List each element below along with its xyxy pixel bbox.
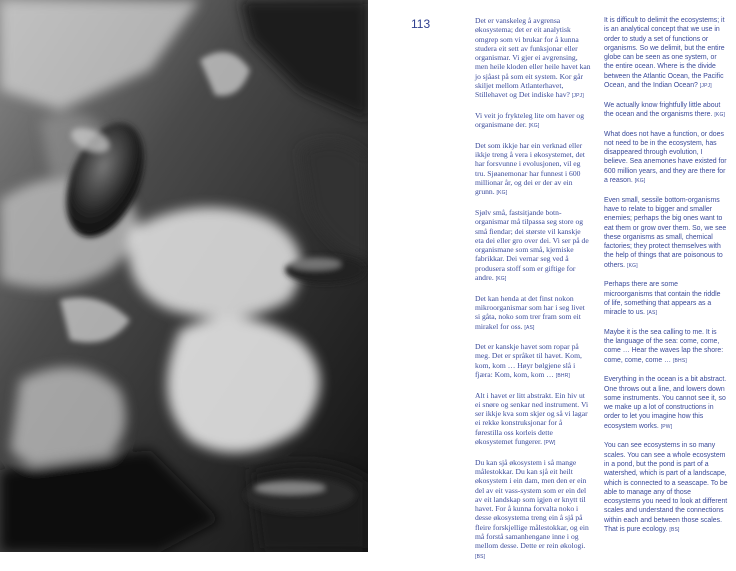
english-paragraph: Everything in the ocean is a bit abstract. One throws out a line, and lowers down some instruments. You cannot see it, so we make up a lot of constructions in order to let you imagine how this ecosystem works. [PW] xyxy=(604,376,727,430)
speaker-tag: [BHS] xyxy=(672,357,687,364)
speaker-tag: [KG] xyxy=(714,111,726,118)
speaker-tag: [PW] xyxy=(660,423,673,430)
norwegian-column xyxy=(475,16,591,571)
norwegian-paragraph: Det er vanskeleg å avgrensa økosystema; det er eit analytisk omgrep som vi brukar for å kunna studera eit sett av funksjonar eller organismar. Vi gjer ei avgrensing, men heile kloden eller heile havet kan jo sjåast på som eit system. Kor går skiljet mellom Atlanterhavet, Stillehavet og Det indiske hav? [JPJ] xyxy=(475,16,591,100)
underwater-photo-image xyxy=(0,0,368,552)
page-number: 113 xyxy=(411,17,431,31)
english-paragraph: You can see ecosystems in so many scales. You can see a whole ecosystem in a pond, but the pond is part of a watershed, which is part of a landscape, which is connected to a seascape. To be able to manage any of those ecosystems you need to look at different scales and understand the connections within each and between those scales. That is pure ecology. [BS] xyxy=(604,442,728,534)
speaker-tag: [JPJ] xyxy=(699,83,712,90)
speaker-tag: [BHR] xyxy=(555,372,571,379)
english-paragraph: Maybe it is the sea calling to me. It is the language of the sea: come, come, come … Hear the waves lap the shore: come, come, come … [BHS] xyxy=(604,328,724,364)
speaker-tag: [AS] xyxy=(646,310,658,317)
norwegian-paragraph: Du kan sjå økosystem i så mange målestokkar. Du kan sjå eit heilt økosystem i ein dam, men den er ein del av eit vass-system som er ein del av eit landskap som igjen er knytt til havet. For å kunna forvalta noko i desse økosystema treng ein å sjå på fleire forskjellige målestokkar, og ein må forstå samanhengane inne i og mellom desse. Dette er rein økologi. [BS] xyxy=(475,457,589,560)
english-paragraph: We actually know frightfully little about the ocean and the organisms there. [KG] xyxy=(604,101,726,118)
norwegian-paragraph: Vi veit jo frykteleg lite om haver og organismane der. [KG] xyxy=(475,110,584,130)
speaker-tag: [AS] xyxy=(524,324,535,331)
norwegian-paragraph: Det kan henda at det finst nokon mikroorganismar som har i seg livet si gåta, noko som trer fram som eit mirakel for oss. [AS] xyxy=(475,293,585,331)
speaker-tag: [BS] xyxy=(475,553,486,560)
speaker-tag: [KG] xyxy=(496,190,508,197)
english-paragraph: It is difficult to delimit the ecosystems; it is an analytical concept that we use in order to study a set of functions or organisms. So we delimit, but the entire globe can be seen as one system, or the entire ocean. Where is the divide between the Atlantic Ocean, the Pacific Ocean, and the Indian Ocean? [JPJ] xyxy=(604,17,725,90)
speaker-tag: [BS] xyxy=(669,527,680,534)
text-page xyxy=(368,0,736,560)
english-paragraph: Even small, sessile bottom-organisms have to relate to bigger and smaller enemies; perhaps the big ones want to eat them or grow over them. So, we see these organisms as small, chemical factories; they protect themselves with the help of things that are poisonous to others. [KG] xyxy=(604,196,727,269)
norwegian-paragraph: Sjølv små, fastsitjande botn-organismar må tilpassa seg store og små fiendar; dei største vil kanskje eta dei eller gro over dei. Vi ser på de organismane som små, kjemiske fabrikkar. Dei vernar seg ved å produsera stoff som er giftige for andre. [KG] xyxy=(475,207,589,283)
speaker-tag: [KG] xyxy=(634,178,646,185)
english-paragraph: What does not have a function, or does not need to be in the ecosystem, has disappeared through evolution, I believe. Sea anemones have existed for 600 million years, and they are there for a reason. [KG] xyxy=(604,130,727,185)
norwegian-paragraph: Det som ikkje har ein verknad eller ikkje treng å vera i økosystemet, det har forsvunne i evolusjonen, vil eg tru. Sjøanemonar har funnest i 600 millionar år, og dei er der av ein grunn. [KG] xyxy=(475,140,585,197)
speaker-tag: [JPJ] xyxy=(571,93,584,100)
norwegian-paragraph: Alt i havet er litt abstrakt. Ein hiv ut ei snøre og senkar ned instrument. Vi ser ikkje kva som skjer og så vi lagar ei rekke konstruksjonar for å førestilla oss korleis dette økosystemet fungerer. [PW] xyxy=(475,390,589,447)
english-column xyxy=(604,16,728,545)
english-paragraph: Perhaps there are some microorganisms that contain the riddle of life, something that appears as a miracle to us. [AS] xyxy=(604,281,721,317)
speaker-tag: [KG] xyxy=(528,123,540,130)
speaker-tag: [KG] xyxy=(495,276,507,283)
norwegian-paragraph: Det er kanskje havet som ropar på meg. Det er språket til havet. Kom, kom, kom … Høyr bølgjene slå i fjæra: Kom, kom, kom … [BHR] xyxy=(475,342,582,379)
speaker-tag: [KG] xyxy=(627,262,638,269)
speaker-tag: [PW] xyxy=(543,440,556,447)
